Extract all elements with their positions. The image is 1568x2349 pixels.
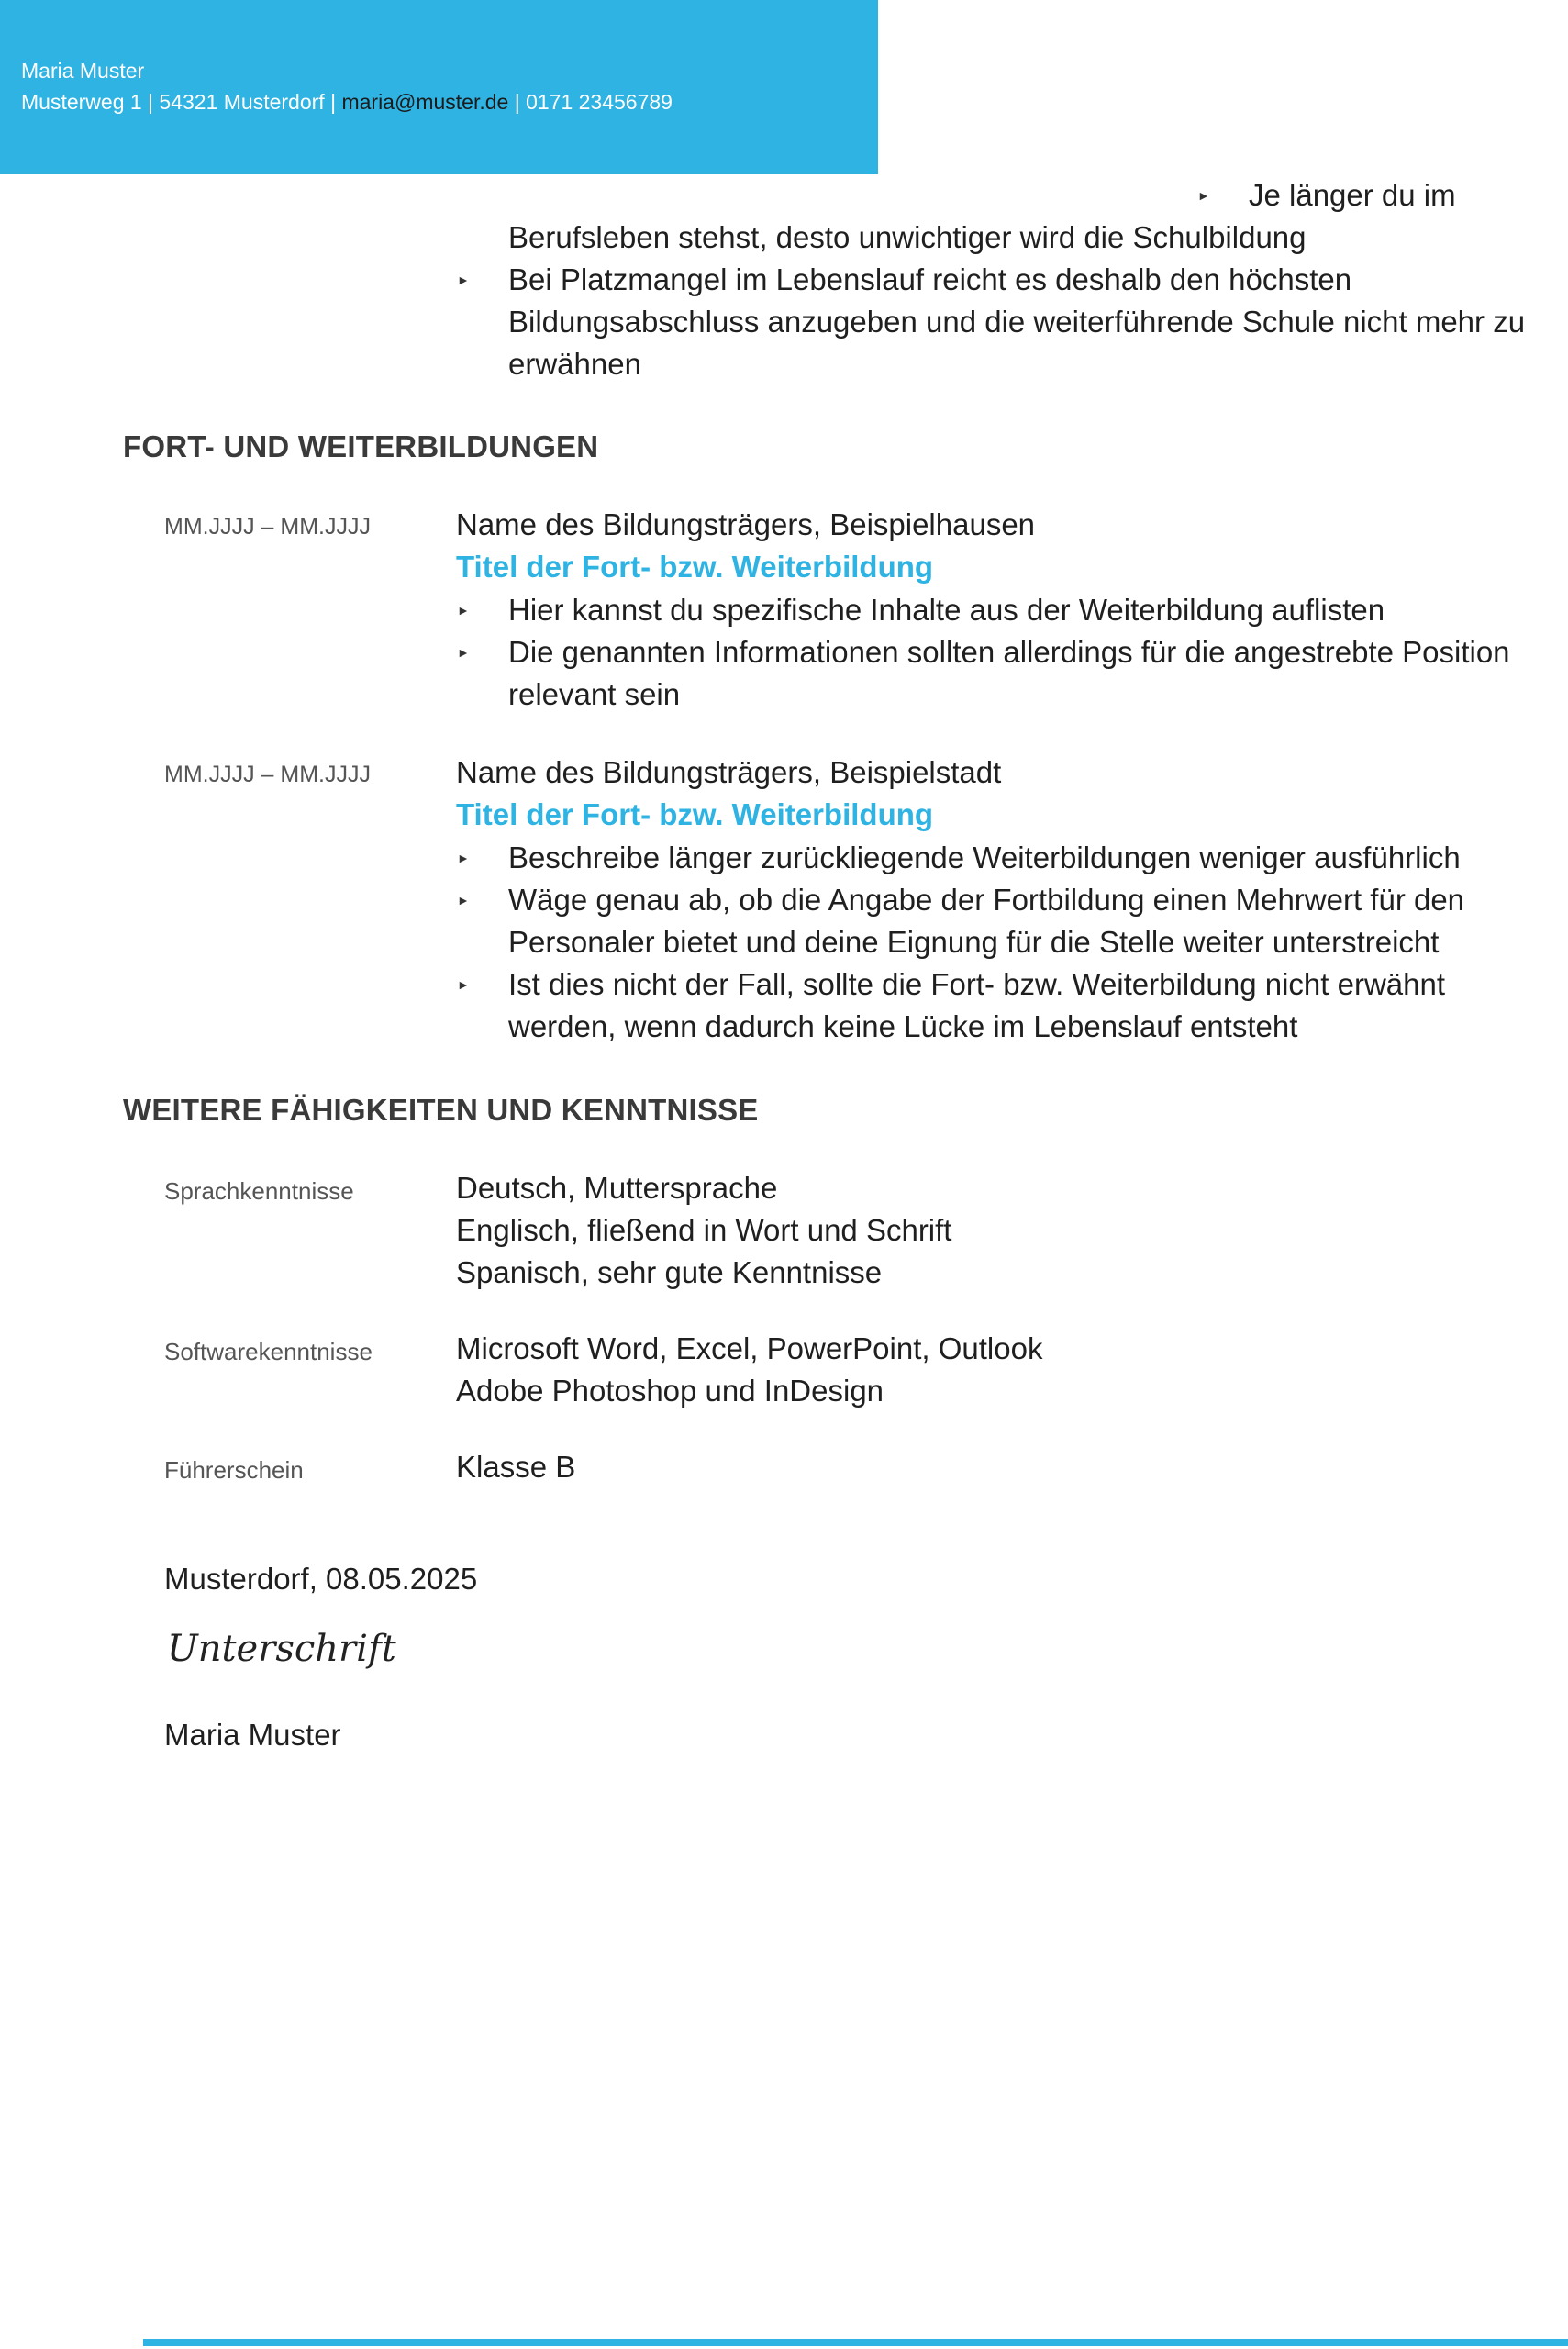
signature-icon [165,1615,396,1679]
skill-value-software-2: Adobe Photoshop und InDesign [456,1374,884,1408]
closing-name: Maria Muster [164,1718,341,1752]
training-entry-1-bullet-1 [457,589,1385,631]
header-banner [0,0,878,174]
bullet-marker-icon: ► [1197,188,1210,203]
training-entry-1-bullet-2 [457,631,1510,674]
training-entry-1-org: Name des Bildungsträgers, Beispielhausen [456,507,1036,541]
training-entry-1-bullet-1-text: Hier kannst du spezifische Inhalte aus der Weiterbildung auflisten [508,593,1385,627]
training-entry-1-course: Titel der Fort- bzw. Weiterbildung [456,550,934,584]
intro-bullet-2 [457,259,1352,301]
header-phone: | 0171 23456789 [514,90,673,114]
bullet-marker-icon: ► [457,603,470,618]
intro-bullet-2-line-3: erwähnen [508,347,641,381]
header-address: Musterweg 1 | 54321 Musterdorf | [21,90,337,114]
header-email-link[interactable]: maria@muster.de [341,90,509,114]
skill-label-license: Führerschein [164,1456,304,1484]
intro-bullet-2-line-2: Bildungsabschluss anzugeben und die weiterführende Schule nicht mehr zu [508,305,1526,339]
training-entry-2-bullet-2-text: Wäge genau ab, ob die Angabe der Fortbildung einen Mehrwert für den [508,883,1465,917]
header-name: Maria Muster [21,59,145,83]
skill-label-languages: Sprachkenntnisse [164,1177,354,1205]
training-entry-1-bullet-2-line-2: relevant sein [508,677,681,711]
skill-value-language-2: Englisch, fließend in Wort und Schrift [456,1213,952,1247]
training-entry-1-date: MM.JJJJ – MM.JJJJ [164,514,371,540]
closing-place-date: Musterdorf, 08.05.2025 [164,1562,478,1596]
intro-bullet-2-line-1: Bei Platzmangel im Lebenslauf reicht es deshalb den höchsten [508,262,1352,296]
training-entry-2-bullet-1 [457,837,1461,879]
training-entry-2-bullet-1-text: Beschreibe länger zurückliegende Weiterbildungen weniger ausführlich [508,841,1461,874]
skill-value-language-3: Spanisch, sehr gute Kenntnisse [456,1255,883,1289]
training-entry-2-bullet-3 [457,963,1446,1006]
intro-bullet-1-line-1: Je länger du im [1249,178,1456,212]
skill-label-software: Softwarekenntnisse [164,1338,373,1365]
skill-value-license-1: Klasse B [456,1450,576,1484]
bullet-marker-icon: ► [457,645,470,660]
intro-bullet-1-line-2: Berufsleben stehst, desto unwichtiger wird die Schulbildung [508,220,1307,254]
bullet-marker-icon: ► [457,851,470,865]
section-title-skills: WEITERE FÄHIGKEITEN UND KENNTNISSE [123,1093,759,1127]
training-entry-2-bullet-3-line-2: werden, wenn dadurch keine Lücke im Lebenslauf entsteht [508,1009,1298,1043]
bullet-marker-icon: ► [457,893,470,907]
training-entry-2-bullet-2 [457,879,1465,921]
skill-value-language-1: Deutsch, Muttersprache [456,1171,778,1205]
signature-text: Unterschrift [167,1628,396,1670]
training-entry-1-bullet-2-text: Die genannten Informationen sollten allerdings für die angestrebte Position [508,635,1510,669]
bullet-marker-icon: ► [457,977,470,992]
training-entry-2-org: Name des Bildungsträgers, Beispielstadt [456,755,1002,789]
intro-bullet-1 [1197,174,1456,217]
footer-accent-bar [143,2339,1568,2346]
training-entry-2-course: Titel der Fort- bzw. Weiterbildung [456,797,934,831]
header-contact [21,90,673,115]
training-entry-2-bullet-2-line-2: Personaler bietet und deine Eignung für die Stelle weiter unterstreicht [508,925,1440,959]
bullet-marker-icon: ► [457,273,470,287]
skill-value-software-1: Microsoft Word, Excel, PowerPoint, Outlook [456,1331,1043,1365]
training-entry-2-date: MM.JJJJ – MM.JJJJ [164,762,371,787]
training-entry-2-bullet-3-text: Ist dies nicht der Fall, sollte die Fort- bzw. Weiterbildung nicht erwähnt [508,967,1446,1001]
section-title-training: FORT- UND WEITERBILDUNGEN [123,429,599,463]
